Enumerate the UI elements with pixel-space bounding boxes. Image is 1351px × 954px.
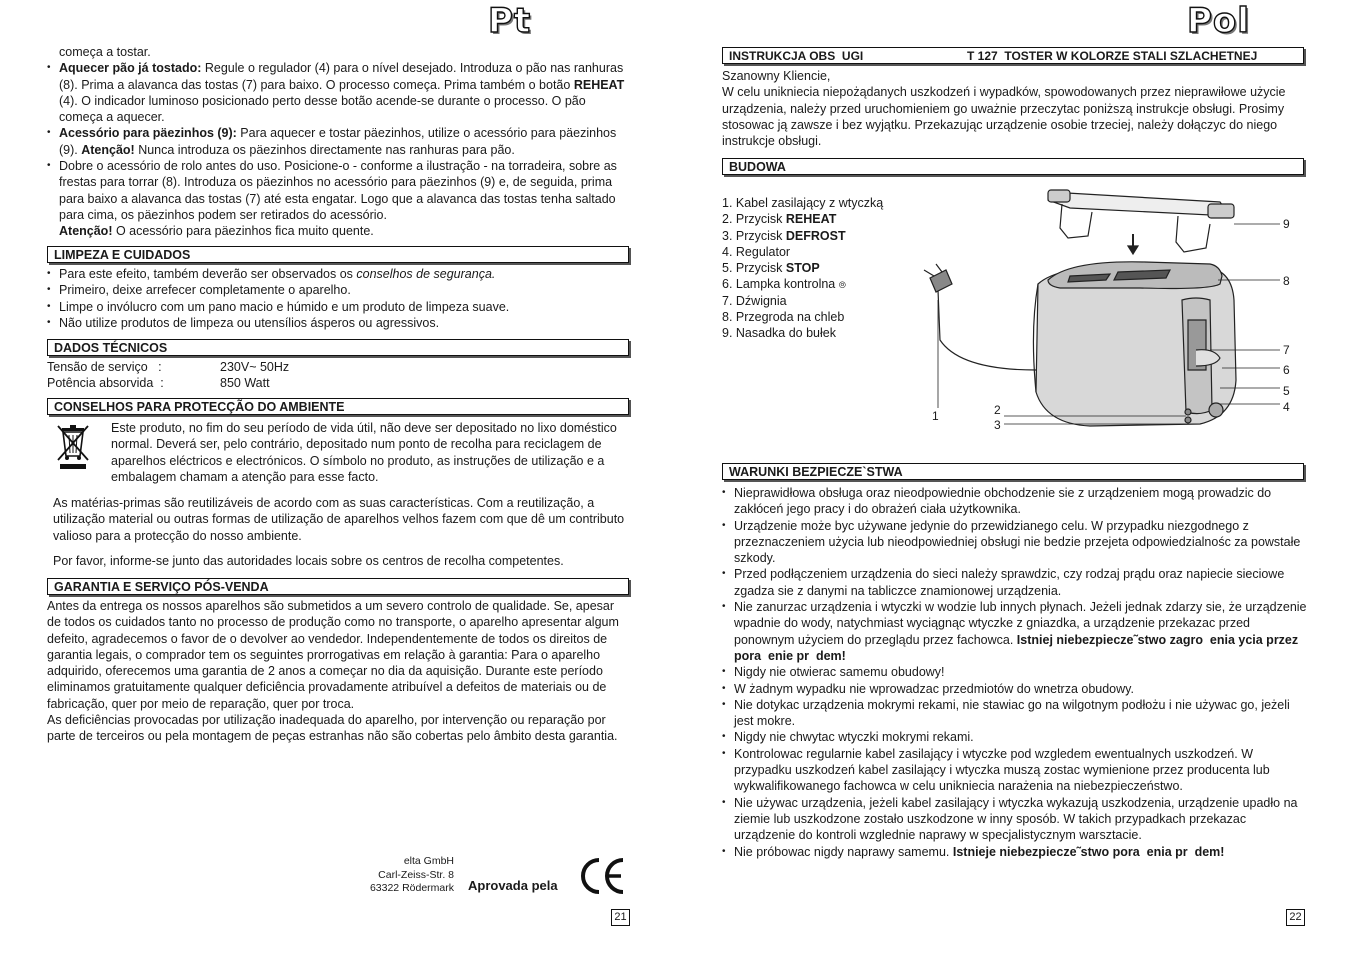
page-language-title-pol: Pol (1187, 1, 1250, 41)
section-header-limpeza: LIMPEZA E CUIDADOS (47, 246, 629, 263)
garantia-text: Antes da entrega os nossos aparelhos são submetidos a um severo controlo de qualidade. Se, apesar de todos os cuidados tanto no processo de produção como no transporte, o aparelho apresentar algum defeito, agradecemos o favor de o devolver ao vendedor. Independentemente de todos os direitos de garantia legais, o comprador tem os seguintes prorrogativas em relação à garantia: Para o aparelho adquirido, oferecemos uma garantia de 2 anos a começar no dia da aquisição. Durante este período eliminamos gratuitamente qualquer deficiência provadamente atribuível a defeitos de materiais ou de fabricação, quer por meio de reparação, quer por troca. As deficiências provocadas por utilização inadequada do aparelho, por intervenção ou reparação por parte de terceiros ou pela montagem de peças estranhas não são cobertas pelo âmbito desta garantia. (47, 599, 619, 744)
weee-bin-icon (52, 422, 94, 470)
list-item: • Dobre o acessório de rolo antes do uso. Posicione-o - conforme a ilustração - na torradeira, sobre as frestas para torrar (8). Introduza os päezinhos no acessório para päezinhos (9) e, de seguida, prima para baixo a alavanca das tostas (7) até esta engatar. Logo que a alavanca das tostas tenha saltado para cima, os päezinhos podem ser retirados do acessório. Atenção! O acessório para päezinhos fica muito quente. (47, 158, 632, 239)
list-item: • Para este efeito, também deverão ser observados os conselhos de segurança. (47, 266, 632, 282)
tech-data-row: Tensão de serviço : 230V~ 50Hz (47, 360, 290, 374)
list-item: • W żadnym wypadku nie wprowadzac przedmiotów do wnetrza obudowy. (722, 681, 1307, 697)
list-item: 3. Przycisk DEFROST (722, 228, 846, 243)
intro-text: Szanowny Kliencie, W celu unikniecia niepożądanych uszkodzeń i wypadków, spowodowanych przez nieprawiłowe użycie urządzenia, należy przed uruchomieniem go uważnie przeczytac poniższą instrukcje obsługi. Prosimy stosowac ją zawsze i bez wyjątku. Przekazując urządzenie osobie trzeciej, należy dołączyc do niego instrukcje obsługi. (722, 69, 1286, 149)
callout-2: 2 (994, 403, 1001, 417)
section-header-instrukcja: INSTRUKCJA OBS UGI T 127 TOSTER W KOLORZE STALI SZLACHETNEJ (722, 47, 1304, 64)
list-item: • Nigdy nie chwytac wtyczki mokrymi rekami. (722, 729, 1307, 745)
section-header-budowa: BUDOWA (722, 158, 1304, 175)
list-item: • Przed podłączeniem urządzenia do sieci należy sprawdzic, czy rodzaj prądu oraz napiecie sieciowe zgadza sie z danymi na tabliczce znamionowej urządzenia. (722, 566, 1307, 599)
section-header-dados: DADOS TÉCNICOS (47, 339, 629, 356)
list-item: • Nigdy nie otwierac samemu obudowy! (722, 664, 1307, 680)
list-item: • Nie używac urządzenia, jeżeli kabel zasilający i wtyczka wykazują uszkodzenia, urządzenie upadło na ziemie lub uszkodzone zostało uszkodzone w inny sposób. W takich przypadkach przekazac urządzenie do kontroli wzglednie naprawy w specjalistycznym warsztacie. (722, 795, 1307, 844)
section-header-ambiente: CONSELHOS PARA PROTECÇÃO DO AMBIENTE (47, 398, 629, 415)
list-item: 5. Przycisk STOP (722, 261, 820, 276)
ambiente-paragraph-3: Por favor, informe-se junto das autoridades locais sobre os centros de recolha competentes. (53, 554, 564, 568)
list-item: • Limpe o invólucro com um pano macio e húmido e um produto de limpeza suave. (47, 299, 632, 315)
list-item: 2. Przycisk REHEAT (722, 212, 837, 227)
toaster-diagram (920, 180, 1305, 440)
safety-list (722, 485, 1307, 860)
ce-mark-icon (578, 856, 628, 896)
page-number: 22 (1286, 909, 1305, 926)
list-item: • Aquecer pão já tostado: Regule o regulador (4) para o nível desejado. Introduza o pão nas ranhuras (8). Prima a alavanca das tostas (7) para baixo. O processo começa. Prima também o botão REHEAT (4). O indicador luminoso posicionado perto desse botão acende-se durante o processo. O pão começa a aquecer. (47, 60, 632, 125)
callout-9: 9 (1283, 217, 1290, 231)
list-item: 9. Nasadka do bułek (722, 326, 836, 341)
manufacturer-address: elta GmbH Carl-Zeiss-Str. 8 63322 Rödermark (369, 855, 454, 894)
tech-data-table (47, 359, 447, 392)
limpeza-list (47, 266, 632, 331)
section-header-garantia: GARANTIA E SERVIÇO PÓS-VENDA (47, 578, 629, 595)
callout-1: 1 (932, 409, 939, 423)
list-item: • Não utilize produtos de limpeza ou utensílios ásperos ou agressivos. (47, 315, 632, 331)
page-language-title-pt: Pt (488, 1, 532, 41)
page-number: 21 (611, 909, 630, 926)
usage-bullet-list (47, 60, 632, 239)
list-item: 8. Przegroda na chleb (722, 310, 845, 325)
list-item: 1. Kabel zasilający z wtyczką (722, 196, 884, 210)
list-item: 6. Lampka kontrolna ⦾ (722, 277, 846, 292)
callout-5: 5 (1283, 384, 1290, 398)
callout-4: 4 (1283, 400, 1290, 414)
list-item: • Primeiro, deixe arrefecer completamente o aparelho. (47, 282, 632, 298)
list-item: • Nie zanurzac urządzenia i wtyczki w wodzie lub innych płynach. Jeżeli jednak zdarzy sie, że urządzenie wpadnie do wody, natychmiast wyciągnąc wtyczke z gniazdka, a urządzenie przekazac przed ponownym użyciem do przeglądu przez fachowca. Istniej niebezpiecze˜stwo zagro enia ycia przez pora enie pr dem! (722, 599, 1307, 664)
lamp-icon: ⦾ (838, 280, 846, 291)
list-item: • Urządzenie może byc używane jedynie do przewidzianego celu. W przypadku niezgodnego z przeznaczeniem użycia lub nieodpowiedniej obsługi nie bedzie przejeta odpowiedzialnośc za powstałe szkody. (722, 518, 1307, 567)
tech-data-row: Potência absorvida : 850 Watt (47, 376, 270, 391)
callout-7: 7 (1283, 343, 1290, 357)
list-item: • Acessório para päezinhos (9): Para aquecer e tostar päezinhos, utilize o acessório para päezinhos (9). Atenção! Nunca introduza os päezinhos directamente nas ranhuras para pão. (47, 125, 632, 158)
callout-6: 6 (1283, 363, 1290, 377)
list-item: • Nie dotykac urządzenia mokrymi rekami, nie stawiac go na wilgotnym podłożu i nie używac go, jeżeli jest mokre. (722, 697, 1307, 730)
instructions-continued (47, 44, 632, 240)
ambiente-paragraph-2: As matérias-primas são reutilizáveis de acordo com as suas características. Com a reutilização, a utilização material ou outras formas de utilização de aparelhos velhos fazem com que dê um contributo valioso para a protecção do nosso ambiente. (53, 496, 625, 543)
list-item: • Nieprawidłowa obsługa oraz nieodpowiednie obchodzenie sie z urządzeniem mogą prowadzic do zakłóceń jego pracy i do obrażeń ciała użytkownika. (722, 485, 1307, 518)
list-item: 4. Regulator (722, 244, 791, 259)
callout-8: 8 (1283, 274, 1290, 288)
callout-3: 3 (994, 418, 1001, 432)
list-item: 7. Dźwignia (722, 293, 787, 308)
ambiente-paragraph-1: Este produto, no fim do seu período de vida útil, não deve ser depositado no lixo doméstico normal. Deverá ser, pelo contrário, depositado num ponto de recolha para reciclagem de aparelhos eléctricos e electrónicos. O símbolo no produto, as instruções de utilização e a embalagem chamam a atenção para esse facto. (111, 421, 617, 484)
intro-line: começa a tostar. (59, 45, 151, 59)
list-item: • Nie próbowac nigdy naprawy samemu. Istnieje niebezpiecze˜stwo pora enia pr dem! (722, 844, 1307, 860)
approval-label: Aprovada pela (468, 878, 558, 893)
section-header-warunki: WARUNKI BEZPIECZE`STWA (722, 463, 1304, 480)
list-item: • Kontrolowac regularnie kabel zasilający i wtyczke pod wzgledem ewentualnych uszkodzeń. W przypadku uszkodzeń kabel zasilający i wtyczka muszą zostac wymienione przez producenta lub wykwalifikowanego fachowca w celu unikniecia narażenia na niebezpieczeństwo. (722, 746, 1307, 795)
parts-list (722, 195, 922, 342)
